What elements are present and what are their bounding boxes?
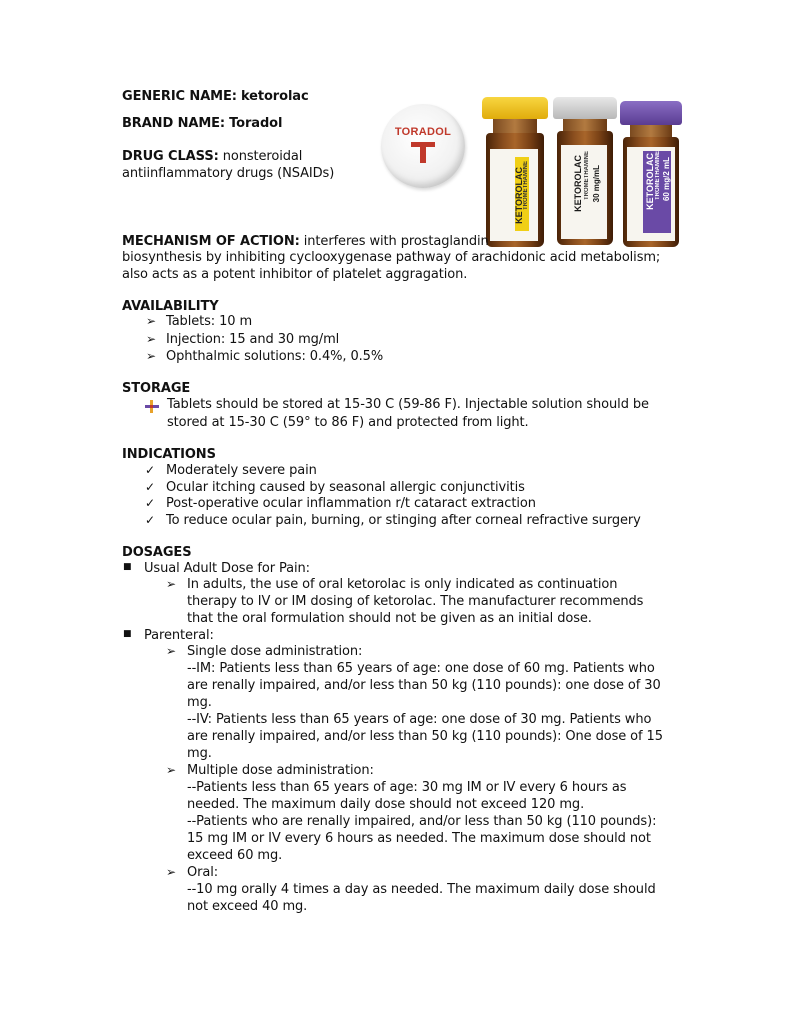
arrow-bullet-icon: ➢: [166, 577, 177, 591]
multiple-dose-line: --Patients who are renally impaired, and/or less than 50 kg (110 pounds):: [187, 814, 657, 829]
multiple-dose-line: needed. The maximum daily dose should not exceed 120 mg.: [187, 797, 585, 812]
arrow-bullet-icon: ➢: [146, 314, 157, 328]
indication-item: Ocular itching caused by seasonal allergic conjunctivitis: [166, 480, 525, 495]
generic-name-line: [122, 88, 309, 106]
storage-heading: STORAGE: [122, 381, 191, 396]
parenteral-label: Parenteral:: [144, 628, 214, 643]
oral-note-line: therapy to IV or IM dosing of ketorolac. The manufacturer recommends: [187, 594, 644, 609]
vial-drug-name: KETOROLAC: [514, 167, 524, 224]
vial-label: [627, 147, 675, 241]
availability-item: Injection: 15 and 30 mg/ml: [166, 332, 340, 347]
oral-heading: Oral:: [187, 865, 219, 880]
pill-imprint: TORADOL: [394, 126, 452, 138]
vial-drug-sub: TROMETHAMINE: [523, 161, 529, 210]
vial-dose: 60 mg/2 mL: [662, 157, 671, 202]
drug-class-label: DRUG CLASS:: [122, 149, 219, 164]
vial-drug-sub: TROMETHAMINE: [584, 151, 590, 200]
arrow-bullet-icon: ➢: [166, 865, 177, 879]
vial-cap: [553, 97, 617, 119]
availability-heading: AVAILABILITY: [122, 299, 219, 314]
availability-item: Tablets: 10 m: [166, 314, 253, 329]
mechanism-text-start: interferes with prostaglandin: [303, 234, 489, 249]
oral-dose-line: not exceed 40 mg.: [187, 899, 308, 914]
multiple-dose-line: 15 mg IM or IV every 6 hours as needed. The maximum dose should not: [187, 831, 651, 846]
pill-logo-stem: [420, 146, 426, 163]
vial-gray-image: [553, 97, 617, 245]
multiple-dose-line: exceed 60 mg.: [187, 848, 283, 863]
vial-cap: [482, 97, 548, 119]
indication-item: To reduce ocular pain, burning, or stinging after corneal refractive surgery: [166, 513, 641, 528]
vial-drug-sub: TROMETHAMINE: [655, 151, 661, 200]
arrow-bullet-icon: ➢: [146, 349, 157, 363]
multiple-dose-line: --Patients less than 65 years of age: 30 mg IM or IV every 6 hours as: [187, 780, 627, 795]
single-dose-line: --IM: Patients less than 65 years of age: one dose of 60 mg. Patients who: [187, 661, 655, 676]
vial-label: [490, 149, 538, 241]
brand-name-label: BRAND NAME:: [122, 116, 226, 131]
single-dose-line: --IV: Patients less than 65 years of age: one dose of 30 mg. Patients who: [187, 712, 652, 727]
vial-dose: 30 mg/mL: [592, 165, 601, 203]
usual-adult-dose: Usual Adult Dose for Pain:: [144, 561, 310, 576]
generic-name-label: GENERIC NAME:: [122, 89, 237, 104]
single-dose-line: are renally impaired, and/or less than 50 kg (110 pounds): One dose of 15: [187, 729, 663, 744]
mechanism-line-3: also acts as a potent inhibitor of platelet aggragation.: [122, 267, 468, 282]
toradol-pill-image: [381, 104, 465, 188]
single-dose-line: mg.: [187, 695, 212, 710]
indications-heading: INDICATIONS: [122, 447, 216, 462]
storage-line-2: stored at 15-30 C (59° to 86 F) and protected from light.: [167, 415, 529, 430]
square-bullet-icon: ■: [123, 562, 132, 572]
vial-cap: [620, 101, 682, 125]
vial-label: [561, 145, 607, 239]
drug-class-line: [122, 148, 302, 166]
single-dose-line: are renally impaired, and/or less than 50 kg (110 pounds): one dose of 30: [187, 678, 661, 693]
indication-item: Moderately severe pain: [166, 463, 317, 478]
brand-name-value: Toradol: [229, 116, 283, 131]
square-bullet-icon: ■: [123, 629, 132, 639]
checkmark-icon: ✓: [145, 463, 156, 477]
sparkle-bullet-icon: [145, 398, 159, 411]
brand-name-line: [122, 115, 282, 133]
checkmark-icon: ✓: [145, 496, 156, 510]
oral-note-line: that the oral formulation should not be given as an initial dose.: [187, 611, 592, 626]
vial-purple-image: [620, 101, 682, 247]
mechanism-line-1: [122, 233, 489, 251]
oral-note-line: In adults, the use of oral ketorolac is only indicated as continuation: [187, 577, 618, 592]
vial-drug-name: KETOROLAC: [645, 153, 655, 210]
generic-name-value: ketorolac: [240, 89, 309, 104]
mechanism-line-2: biosynthesis by inhibiting cyclooxygenase pathway of arachidonic acid metabolism;: [122, 250, 661, 265]
mechanism-label: MECHANISM OF ACTION:: [122, 234, 300, 249]
drug-class-value-cont: antiinflammatory drugs (NSAIDs): [122, 166, 335, 181]
storage-line-1: Tablets should be stored at 15-30 C (59-86 F). Injectable solution should be: [167, 397, 649, 412]
single-dose-heading: Single dose administration:: [187, 644, 363, 659]
oral-dose-line: --10 mg orally 4 times a day as needed. The maximum daily dose should: [187, 882, 656, 897]
arrow-bullet-icon: ➢: [146, 332, 157, 346]
checkmark-icon: ✓: [145, 513, 156, 527]
indication-item: Post-operative ocular inflammation r/t cataract extraction: [166, 496, 536, 511]
arrow-bullet-icon: ➢: [166, 763, 177, 777]
checkmark-icon: ✓: [145, 480, 156, 494]
dosages-heading: DOSAGES: [122, 545, 192, 560]
multiple-dose-heading: Multiple dose administration:: [187, 763, 374, 778]
vial-drug-name: KETOROLAC: [573, 155, 583, 212]
single-dose-line: mg.: [187, 746, 212, 761]
availability-item: Ophthalmic solutions: 0.4%, 0.5%: [166, 349, 384, 364]
drug-class-value: nonsteroidal: [222, 149, 303, 164]
arrow-bullet-icon: ➢: [166, 644, 177, 658]
vial-yellow-image: [482, 97, 548, 247]
